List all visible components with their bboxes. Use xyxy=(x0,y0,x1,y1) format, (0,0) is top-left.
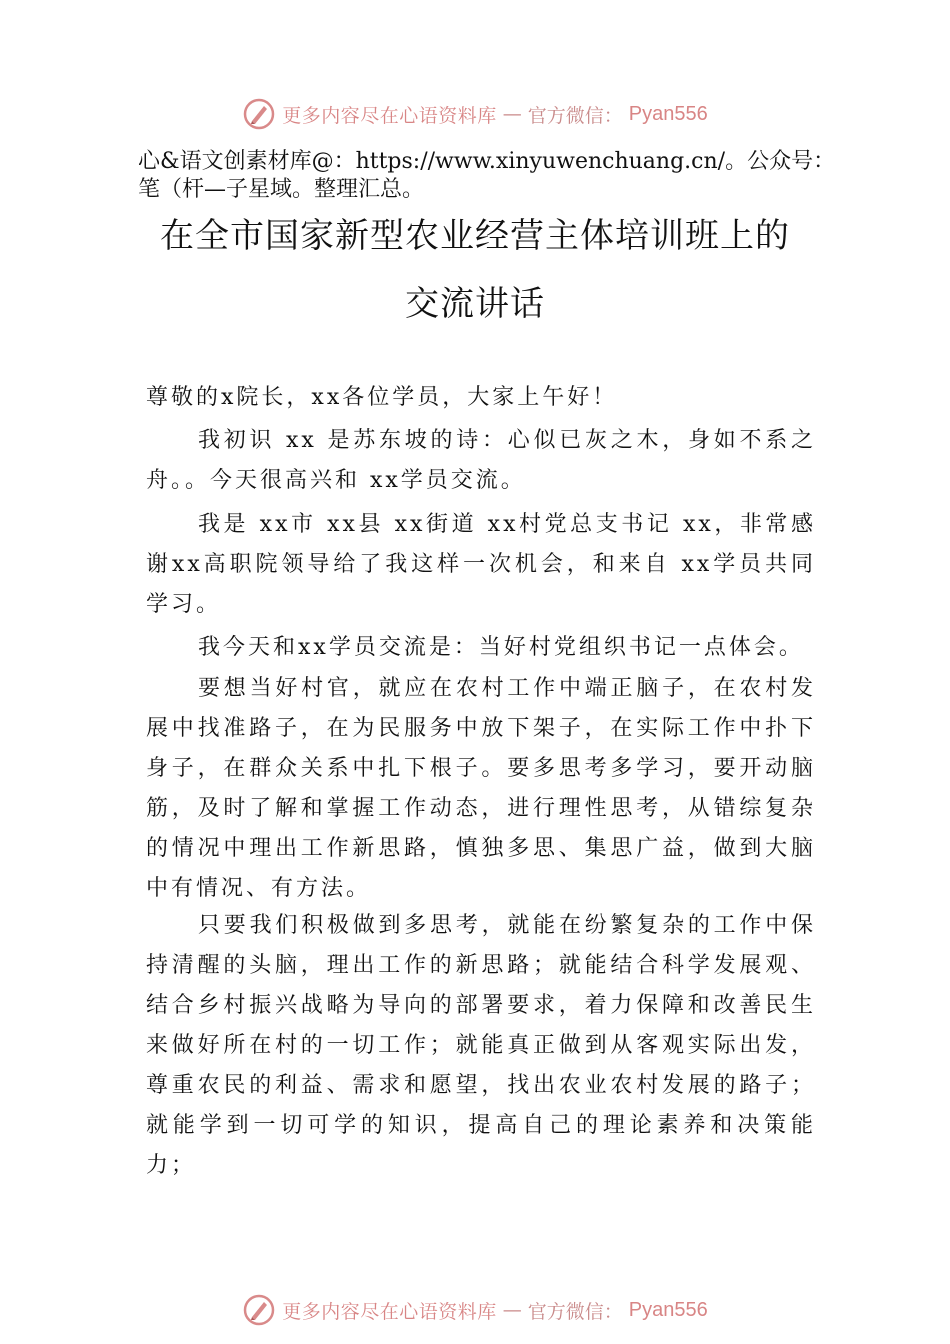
footer-watermark xyxy=(0,1290,950,1330)
watermark-wechat-label: 官方微信： xyxy=(527,1300,623,1323)
pen-logo-icon xyxy=(242,97,276,131)
body-paragraph: 只要我们积极做到多思考，就能在纷繁复杂的工作中保持清醒的头脑，理出工作的新思路；就能结合科学发展观、结合乡村振兴战略为导向的部署要求，着力保障和改善民生来做好所在村的一切工作；就能真正做到从客观实际出发，尊重农民的利益、需求和愿望，找出农业农村发展的路子；就能学到一切可学的知识，提高自己的理论素养和决策能力； xyxy=(146,913,816,1178)
greeting-paragraph: 尊敬的x院长，xx各位学员，大家上午好！ xyxy=(146,385,618,410)
body-paragraph: 我今天和xx学员交流是：当好村党组织书记一点体会。 xyxy=(198,635,804,660)
document-title-line-2: 交流讲话 xyxy=(405,284,545,324)
body-paragraph: 我初识 xx 是苏东坡的诗：心似已灰之木，身如不系之舟。。今天很高兴和 xx学员交流。 xyxy=(146,428,816,493)
pen-logo-icon xyxy=(242,1293,276,1327)
watermark-dash: — xyxy=(502,1299,522,1321)
watermark-dash: — xyxy=(502,103,522,125)
header-watermark xyxy=(0,94,950,134)
watermark-wechat-label: 官方微信： xyxy=(527,104,623,127)
body-paragraph: 要想当好村官，就应在农村工作中端正脑子，在农村发展中找准路子，在为民服务中放下架子，在实际工作中扑下身子，在群众关系中扎下根子。要多思考多学习，要开动脑筋，及时了解和掌握工作动态，进行理性思考，从错综复杂的情况中理出工作新思路，慎独多思、集思广益，做到大脑中有情况、有方法。 xyxy=(146,676,816,901)
source-line: 心&语文创素材库@：https://www.xinyuwenchuang.cn/。公众号：笔（杆—子星域。整理汇总。 xyxy=(138,149,836,202)
watermark-brand: 更多内容尽在心语资料库 xyxy=(282,104,497,127)
watermark-wechat-id: Pyan556 xyxy=(628,1298,708,1321)
watermark-wechat-id: Pyan556 xyxy=(628,102,708,125)
document-title-line-1: 在全市国家新型农业经营主体培训班上的 xyxy=(160,216,790,256)
body-paragraph: 我是 xx市 xx县 xx街道 xx村党总支书记 xx，非常感谢xx高职院领导给了我这样一次机会，和来自 xx学员共同学习。 xyxy=(146,512,816,617)
watermark-brand: 更多内容尽在心语资料库 xyxy=(282,1300,497,1323)
